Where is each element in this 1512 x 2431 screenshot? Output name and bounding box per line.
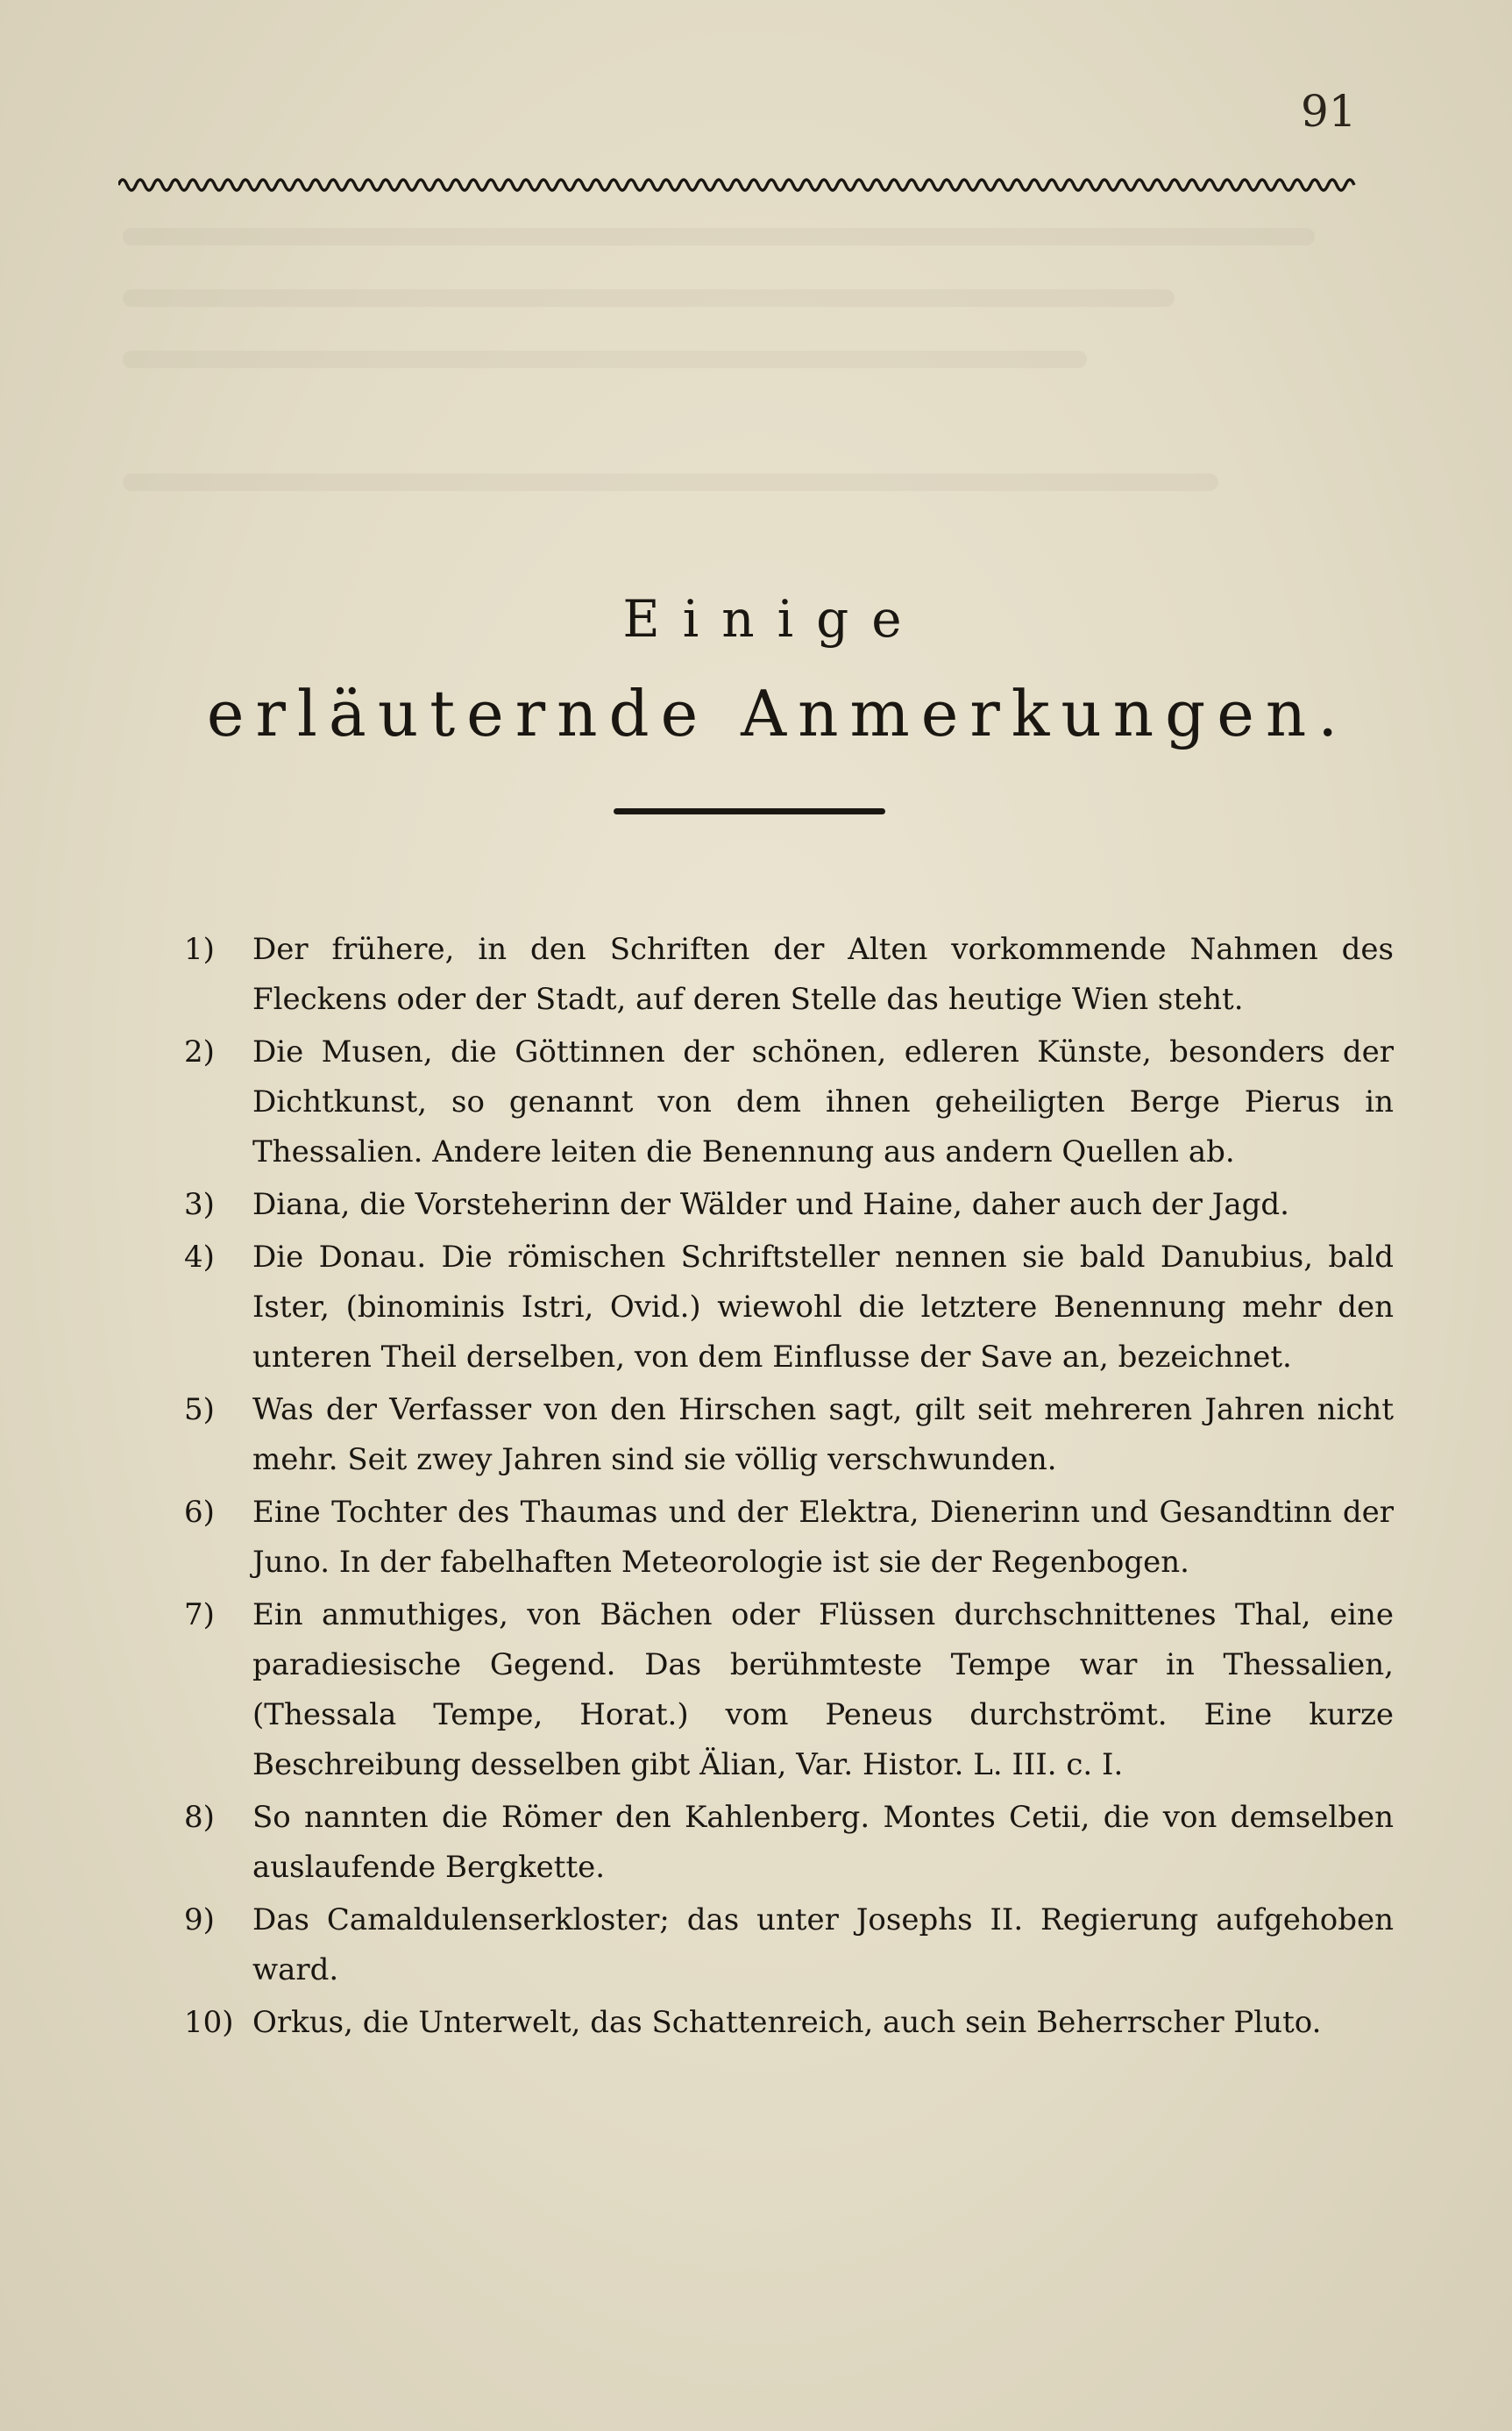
note-number: 9) — [184, 1902, 215, 1937]
note-text: So nannten die Römer den Kahlenberg. Montes Cetii, die von demselben auslaufende Bergkette. — [252, 1800, 1394, 1885]
note-number: 2) — [184, 1034, 215, 1070]
title-rule — [614, 808, 885, 814]
page-number: 91 — [1301, 86, 1357, 137]
notes-list — [184, 925, 1394, 2051]
note-text: Die Donau. Die römischen Schriftsteller nennen sie bald Danubius, bald Ister, (binominis Istri, Ovid.) wiewohl die letztere Benennung mehr den unteren Theil derselben, von dem Einflusse der Save an, bezeichnet. — [252, 1240, 1394, 1375]
note-text: Der frühere, in den Schriften der Alten vorkommende Nahmen des Fleckens oder der Stadt, auf deren Stelle das heutige Wien steht. — [252, 932, 1394, 1017]
note-number: 10) — [184, 2005, 234, 2040]
note-text: Orkus, die Unterwelt, das Schattenreich, auch sein Beherrscher Pluto. — [252, 2005, 1322, 2040]
note-number: 6) — [184, 1495, 215, 1530]
note-item — [184, 1385, 1394, 1485]
note-number: 7) — [184, 1597, 215, 1632]
show-through-line — [123, 473, 1218, 491]
note-item — [184, 1180, 1394, 1230]
note-item — [184, 1027, 1394, 1177]
note-item — [184, 1488, 1394, 1588]
heading-line-2: erläuternde Anmerkungen. — [206, 677, 1350, 750]
note-item — [184, 1590, 1394, 1790]
show-through-line — [123, 351, 1087, 368]
note-number: 5) — [184, 1392, 215, 1427]
show-through-line — [123, 289, 1175, 307]
note-text: Das Camaldulenserkloster; das unter Josephs II. Regierung aufgehoben ward. — [252, 1902, 1394, 1987]
note-item — [184, 925, 1394, 1025]
note-text: Was der Verfasser von den Hirschen sagt, gilt seit mehreren Jahren nicht mehr. Seit zwey Jahren sind sie völlig verschwunden. — [252, 1392, 1394, 1477]
heading-line-1: Einige — [622, 589, 925, 649]
note-text: Die Musen, die Göttinnen der schönen, edleren Künste, besonders der Dichtkunst, so genannt von dem ihnen geheiligten Berge Pierus in Thessalien. Andere leiten die Benennung aus andern Quellen ab. — [252, 1034, 1394, 1169]
note-item — [184, 1793, 1394, 1893]
note-text: Eine Tochter des Thaumas und der Elektra, Dienerinn und Gesandtinn der Juno. In der fabelhaften Meteorologie ist sie der Regenbogen. — [252, 1495, 1394, 1580]
decorative-border-ornament — [118, 171, 1359, 197]
note-number: 8) — [184, 1800, 215, 1835]
note-number: 4) — [184, 1240, 215, 1275]
note-item — [184, 1998, 1394, 2048]
note-text: Ein anmuthiges, von Bächen oder Flüssen durchschnittenes Thal, eine paradiesische Gegend. Das berühmteste Tempe war in Thessalien, (Thessala Tempe, Horat.) vom Peneus durchströmt. Eine kurze Beschreibung desselben gibt Älian, Var. Histor. L. III. c. I. — [252, 1597, 1394, 1782]
note-text: Diana, die Vorsteherinn der Wälder und Haine, daher auch der Jagd. — [252, 1187, 1289, 1222]
note-number: 1) — [184, 932, 215, 967]
note-item — [184, 1233, 1394, 1383]
note-item — [184, 1895, 1394, 1995]
note-number: 3) — [184, 1187, 215, 1222]
show-through-line — [123, 228, 1315, 245]
